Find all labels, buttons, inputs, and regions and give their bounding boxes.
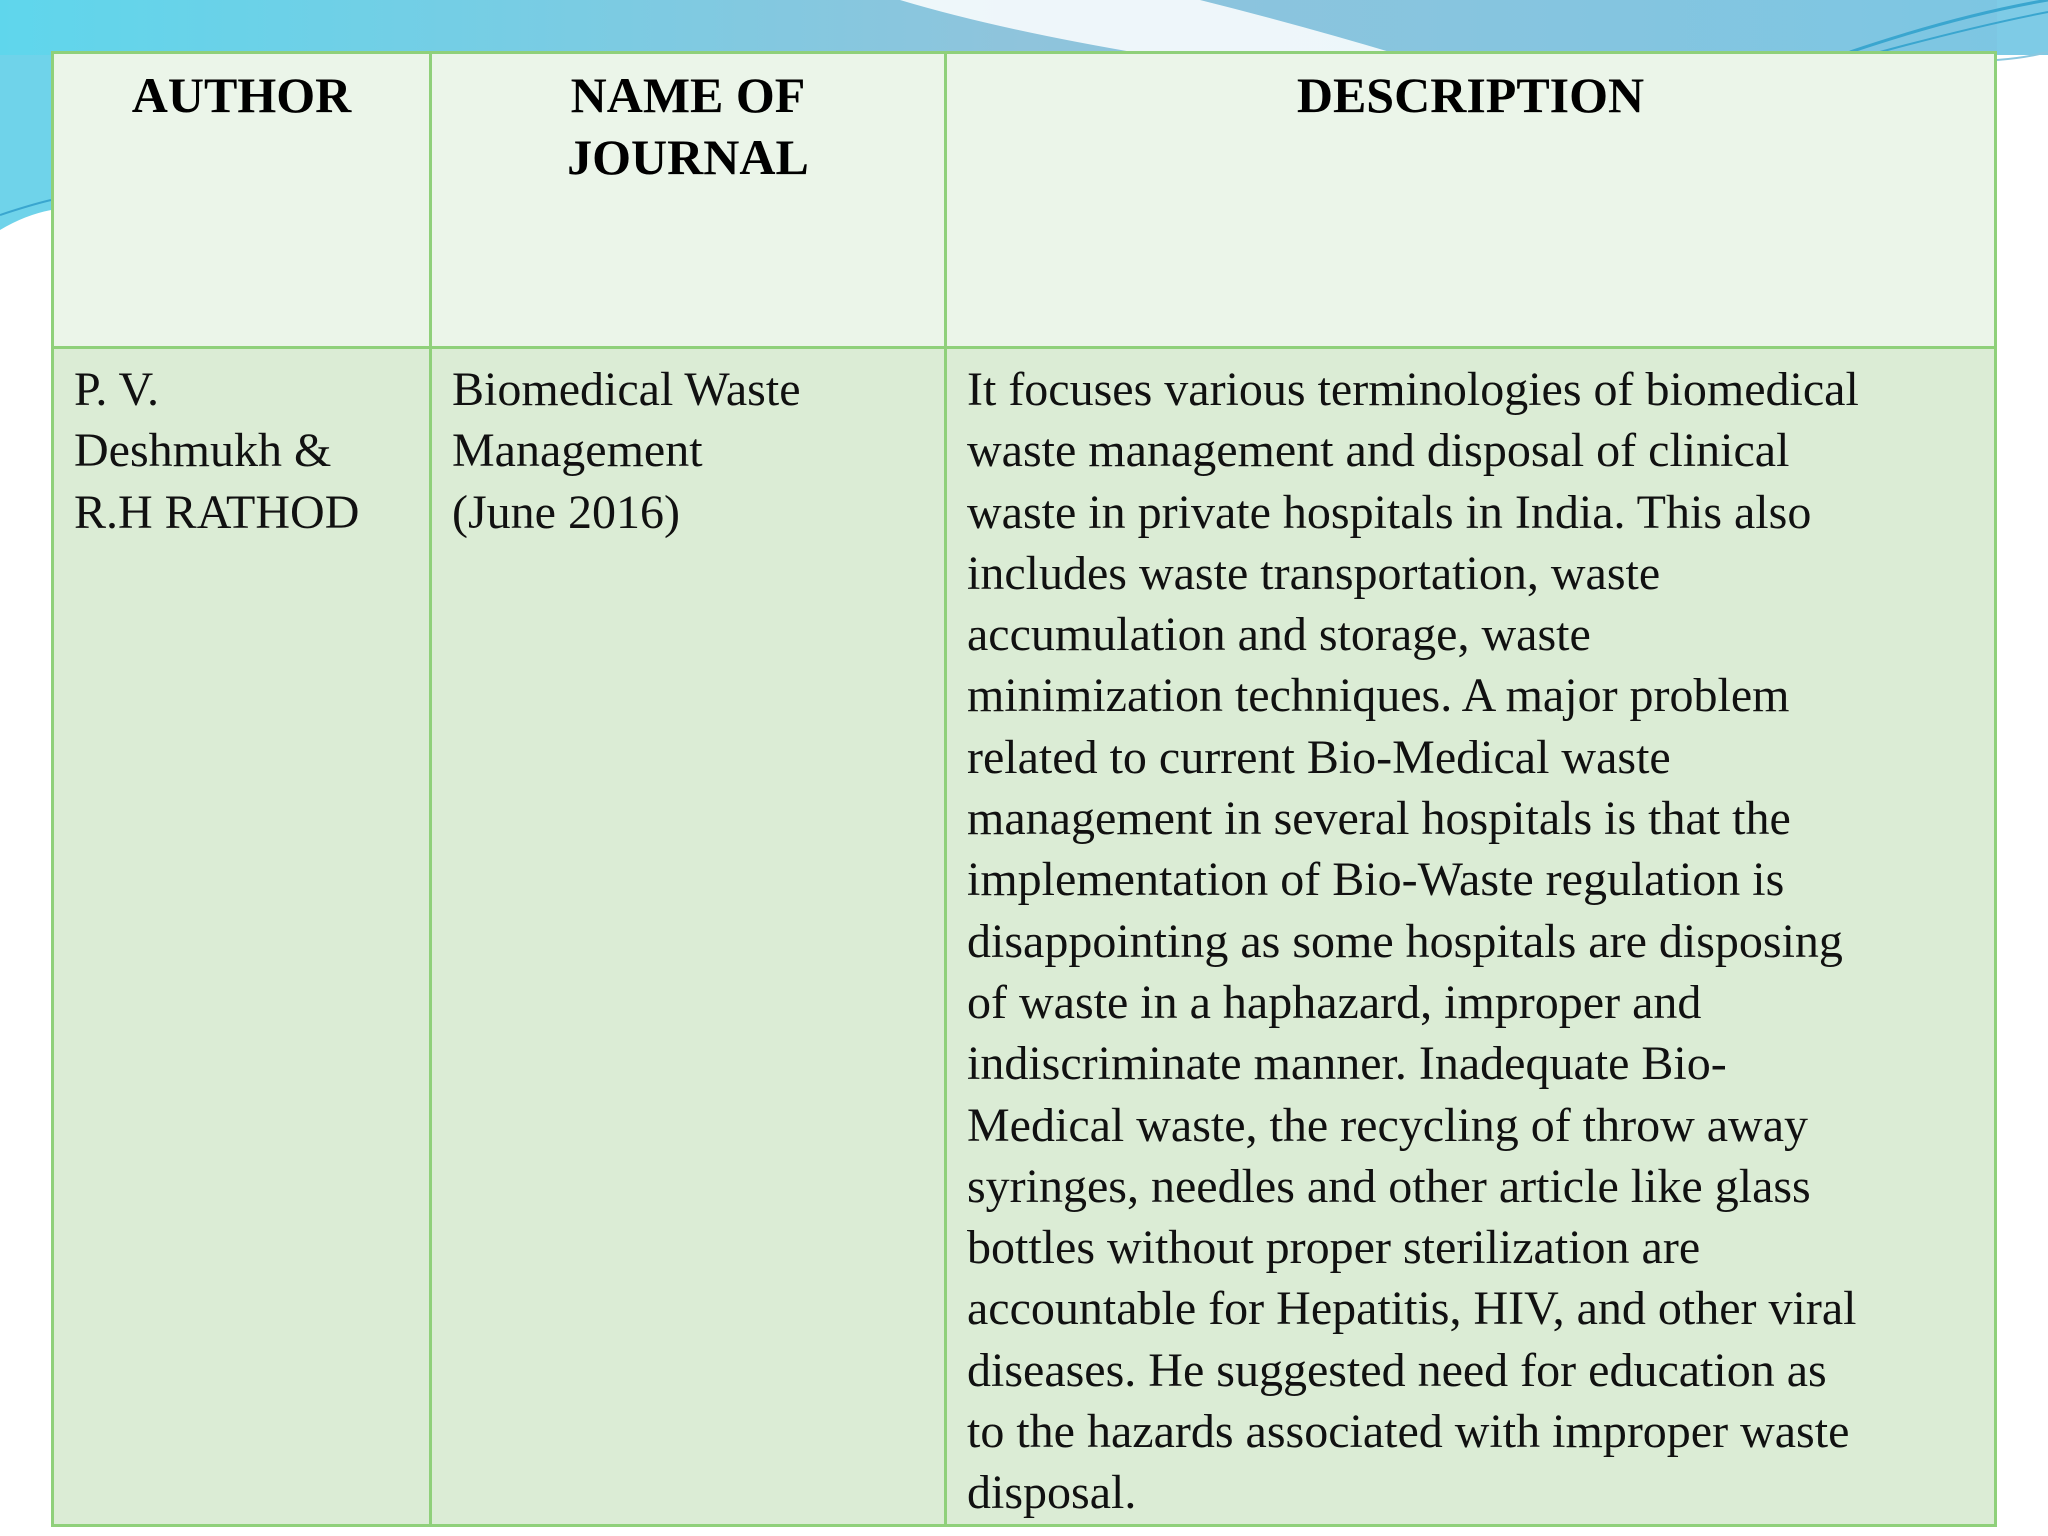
header-author-label: AUTHOR [131, 67, 352, 123]
header-journal-label: NAME OF JOURNAL [567, 67, 809, 185]
header-author [53, 53, 431, 348]
cell-author: P. V. Deshmukh & R.H RATHOD [53, 348, 431, 1526]
header-description-label: DESCRIPTION [1296, 67, 1645, 123]
cell-journal: Biomedical Waste Management (June 2016) [431, 348, 946, 1526]
header-description [946, 53, 1996, 348]
literature-review-table [51, 51, 1997, 1527]
table-header-row [53, 53, 1996, 348]
header-journal [431, 53, 946, 348]
table-row [53, 348, 1996, 1526]
cell-description: It focuses various terminologies of biomedical waste management and disposal of clinical waste in private hospitals in India. This also includes waste transportation, waste accumulation and storage, waste minimization techniques. A major problem related to current Bio-Medical waste management in several hospitals is that the implementation of Bio-Waste regulation is disappointing as some hospitals are disposing of waste in a haphazard, improper and indiscriminate manner. Inadequate Bio- Medical waste, the recycling of throw away syringes, needles and other article like glass bottles without proper sterilization are accountable for Hepatitis, HIV, and other viral diseases. He suggested need for education as to the hazards associated with improper waste disposal. [946, 348, 1996, 1526]
